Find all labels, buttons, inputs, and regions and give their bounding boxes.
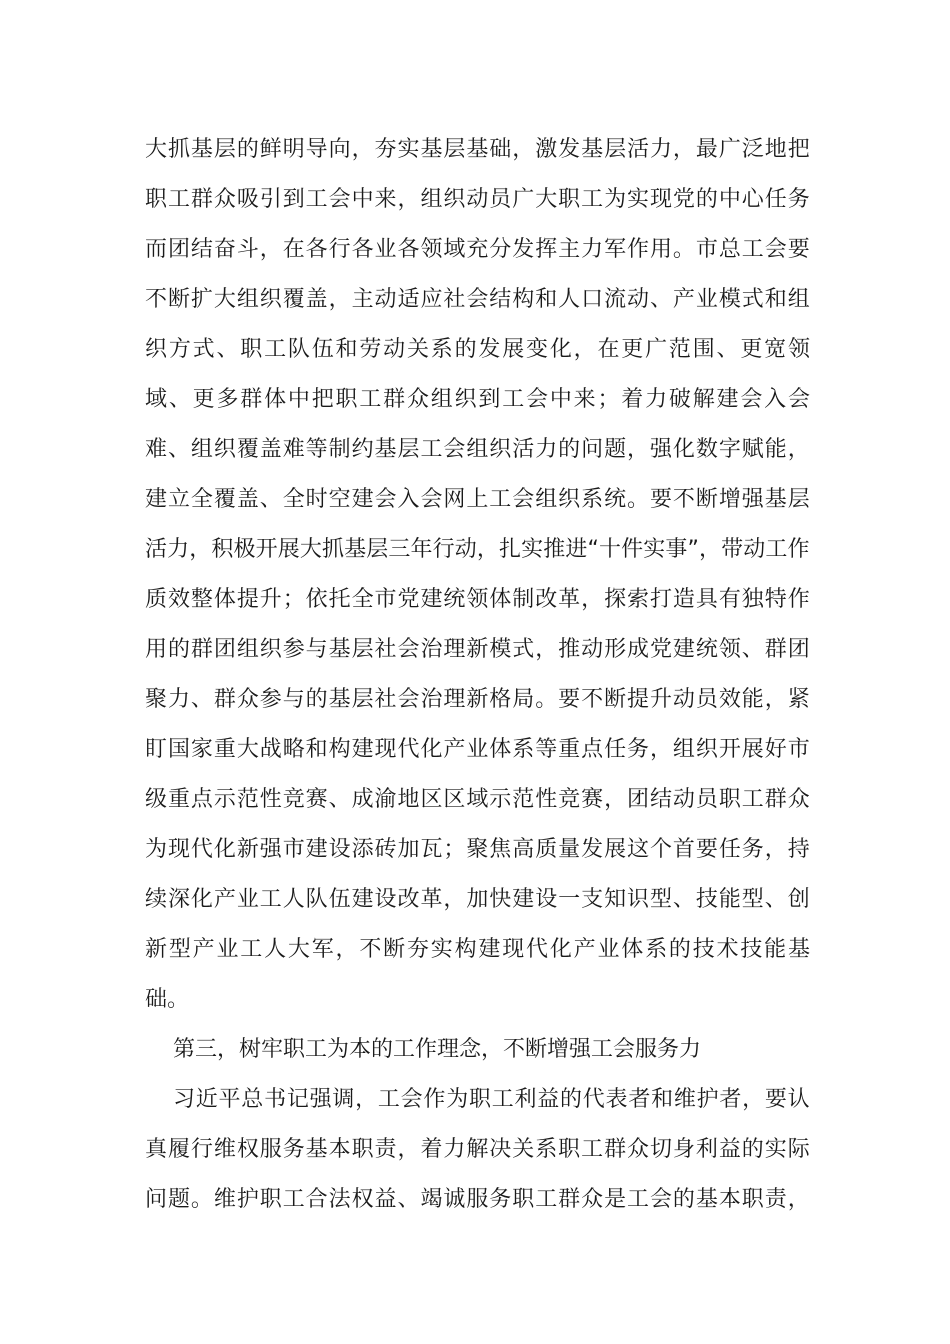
text-line-20: 习 近 平 总 书 记 强 调 ， 工 会 作 为 职 工 利 益 的 代 表 者 和 维 护 者 ， 要 认 [173, 1087, 810, 1112]
text-line-3: 而 团 结 奋 斗 ， 在 各 行 各 业 各 领 域 充 分 发 挥 主 力 军 作 用 。 市 总 工 会 要 [145, 237, 810, 262]
text-line-7: 难 、 组 织 覆 盖 难 等 制 约 基 层 工 会 组 织 活 力 的 问 题 ， 强 化 数 字 赋 能 ， [145, 437, 810, 462]
text-line-8: 建 立 全 覆 盖 、 全 时 空 建 会 入 会 网 上 工 会 组 织 系 统 。 要 不 断 增 强 基 层 [145, 487, 810, 512]
text-line-21: 真 履 行 维 权 服 务 基 本 职 责 ， 着 力 解 决 关 系 职 工 群 众 切 身 利 益 的 实 际 [145, 1137, 810, 1162]
text-line-22: 问 题 。 维 护 职 工 合 法 权 益 、 竭 诚 服 务 职 工 群 众 是 工 会 的 基 本 职 责 ， [145, 1187, 810, 1212]
text-line-9: 活 力 ， 积 极 开 展 大 抓 基 层 三 年 行 动 ， 扎 实 推 进 “ 十 件 实 事 ” ， 带 动 工 作 [145, 537, 810, 562]
text-line-6: 域 、 更 多 群 体 中 把 职 工 群 众 组 织 到 工 会 中 来 ； 着 力 破 解 建 会 入 会 [145, 387, 810, 412]
text-line-4: 不 断 扩 大 组 织 覆 盖 ， 主 动 适 应 社 会 结 构 和 人 口 流 动 、 产 业 模 式 和 组 [145, 287, 810, 312]
text-line-14: 级 重 点 示 范 性 竞 赛 、 成 渝 地 区 区 域 示 范 性 竞 赛 ， 团 结 动 员 职 工 群 众 [145, 787, 810, 812]
text-line-2: 职 工 群 众 吸 引 到 工 会 中 来 ， 组 织 动 员 广 大 职 工 为 实 现 党 的 中 心 任 务 [145, 187, 810, 212]
text-line-5: 织 方 式 、 职 工 队 伍 和 劳 动 关 系 的 发 展 变 化 ， 在 更 广 范 围 、 更 宽 领 [145, 337, 810, 362]
text-line-17: 新 型 产 业 工 人 大 军 ， 不 断 夯 实 构 建 现 代 化 产 业 体 系 的 技 术 技 能 基 [145, 937, 810, 962]
text-line-18: 础。 [145, 987, 190, 1012]
text-line-15: 为 现 代 化 新 强 市 建 设 添 砖 加 瓦 ； 聚 焦 高 质 量 发 展 这 个 首 要 任 务 ， 持 [145, 837, 810, 862]
text-line-16: 续 深 化 产 业 工 人 队 伍 建 设 改 革 ， 加 快 建 设 一 支 知 识 型 、 技 能 型 、 创 [145, 887, 810, 912]
text-line-12: 聚 力 、 群 众 参 与 的 基 层 社 会 治 理 新 格 局 。 要 不 断 提 升 动 员 效 能 ， 紧 [145, 687, 810, 712]
text-line-1: 大 抓 基 层 的 鲜 明 导 向 ， 夯 实 基 层 基 础 ， 激 发 基 层 活 力 ， 最 广 泛 地 把 [145, 137, 810, 162]
text-line-10: 质 效 整 体 提 升 ； 依 托 全 市 党 建 统 领 体 制 改 革 ， 探 索 打 造 具 有 独 特 作 [145, 587, 810, 612]
text-line-13: 盯 国 家 重 大 战 略 和 构 建 现 代 化 产 业 体 系 等 重 点 任 务 ， 组 织 开 展 好 市 [145, 737, 810, 762]
section-heading: 第三，树牢职工为本的工作理念，不断增强工会服务力 [173, 1037, 702, 1062]
text-line-11: 用 的 群 团 组 织 参 与 基 层 社 会 治 理 新 模 式 ， 推 动 形 成 党 建 统 领 、 群 团 [145, 637, 810, 662]
